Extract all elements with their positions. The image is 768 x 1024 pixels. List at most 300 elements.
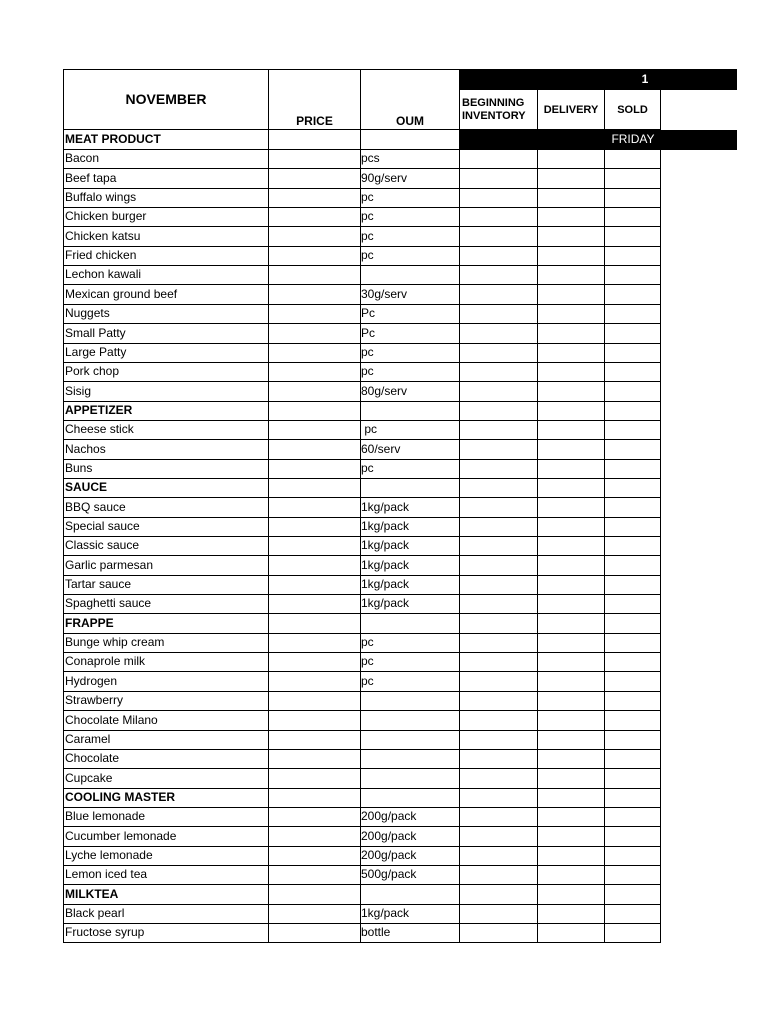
sold-cell: [605, 846, 661, 866]
beginning-inventory-cell: [460, 827, 538, 847]
oum-value: 200g/pack: [361, 809, 417, 824]
price-cell: [269, 711, 361, 731]
oum-cell: [361, 304, 460, 324]
sold-cell: [605, 459, 661, 479]
oum-cell: [361, 575, 460, 595]
oum-cell: [361, 556, 460, 576]
sold-cell: [605, 769, 661, 789]
item-name: Fructose syrup: [65, 925, 145, 940]
item-name: Large Patty: [65, 344, 127, 359]
price-cell: [269, 285, 361, 305]
oum-value: pc: [361, 190, 374, 205]
oum-cell: [361, 498, 460, 518]
delivery-cell: [538, 420, 605, 440]
item-name: Chocolate Milano: [65, 712, 158, 727]
oum-cell: [361, 207, 460, 227]
sold-cell: [605, 904, 661, 924]
item-name-cell: [63, 169, 269, 189]
delivery-cell: [538, 227, 605, 247]
item-name: Bacon: [65, 151, 100, 166]
price-cell: [269, 788, 361, 808]
price-cell: [269, 904, 361, 924]
item-name: Mexican ground beef: [65, 286, 178, 301]
item-name-cell: [63, 440, 269, 460]
price-cell: [269, 556, 361, 576]
beginning-inventory-cell: [460, 382, 538, 402]
oum-value: 200g/pack: [361, 828, 417, 843]
oum-value: pc: [361, 654, 374, 669]
beginning-inventory-cell: [460, 865, 538, 885]
oum-value: pc: [361, 422, 378, 437]
item-name: Nachos: [65, 441, 106, 456]
item-name: Bunge whip cream: [65, 635, 165, 650]
oum-value: pc: [361, 344, 374, 359]
item-name: Lechon kawali: [65, 267, 142, 282]
delivery-cell: [538, 440, 605, 460]
delivery-cell: [538, 633, 605, 653]
beginning-inventory-cell: [460, 169, 538, 189]
item-name-cell: [63, 711, 269, 731]
month-header-cell: [63, 69, 269, 130]
beginning-inventory-cell: [460, 362, 538, 382]
price-cell: [269, 420, 361, 440]
oum-value: 30g/serv: [361, 286, 408, 301]
oum-value: 1kg/pack: [361, 596, 410, 611]
oum-value: pc: [361, 209, 374, 224]
oum-cell: [361, 440, 460, 460]
price-cell: [269, 846, 361, 866]
price-cell: [269, 401, 361, 421]
beginning-inventory-cell: [460, 711, 538, 731]
sold-cell: [605, 478, 661, 498]
oum-value: 80g/serv: [361, 383, 408, 398]
beginning-inventory-cell: [460, 536, 538, 556]
oum-cell: [361, 188, 460, 208]
price-cell: [269, 749, 361, 769]
price-cell: [269, 362, 361, 382]
item-name-cell: [63, 672, 269, 692]
oum-value: 1kg/pack: [361, 906, 410, 920]
category-cell: [63, 478, 269, 498]
item-name-cell: [63, 633, 269, 653]
item-name-cell: [63, 285, 269, 305]
beginning-inventory-cell: [460, 672, 538, 692]
item-name-cell: [63, 807, 269, 827]
item-name-cell: [63, 575, 269, 595]
item-name: Caramel: [65, 731, 111, 746]
beginning-inventory-cell: [460, 420, 538, 440]
item-name-cell: [63, 149, 269, 169]
oum-cell: [361, 517, 460, 537]
delivery-cell: [538, 285, 605, 305]
sold-cell: [605, 420, 661, 440]
item-name-cell: [63, 207, 269, 227]
item-name-cell: [63, 324, 269, 344]
beginning-inventory-cell: [460, 478, 538, 498]
delivery-cell: [538, 169, 605, 189]
price-cell: [269, 207, 361, 227]
item-name: Chicken katsu: [65, 228, 141, 243]
delivery-cell: [538, 382, 605, 402]
price-cell: [269, 324, 361, 344]
item-name: Tartar sauce: [65, 577, 132, 592]
item-name: Pork chop: [65, 364, 120, 379]
item-name: Hydrogen: [65, 673, 118, 688]
delivery-cell: [538, 749, 605, 769]
sold-cell: [605, 633, 661, 653]
delivery-cell: [538, 730, 605, 750]
category-label: FRAPPE: [65, 615, 114, 630]
price-cell: [269, 633, 361, 653]
item-name: Small Patty: [65, 325, 126, 340]
price-cell: [269, 130, 361, 150]
item-name-cell: [63, 923, 269, 943]
item-name-cell: [63, 265, 269, 285]
oum-cell: [361, 478, 460, 498]
item-name: Spaghetti sauce: [65, 596, 152, 611]
price-cell: [269, 265, 361, 285]
oum-cell: [361, 343, 460, 363]
oum-cell: [361, 807, 460, 827]
oum-cell: [361, 749, 460, 769]
item-name: Cupcake: [65, 770, 113, 785]
sold-cell: [605, 672, 661, 692]
oum-cell: [361, 730, 460, 750]
price-cell: [269, 478, 361, 498]
beginning-inventory-cell: [460, 324, 538, 344]
beginning-inventory-cell: [460, 265, 538, 285]
price-cell: [269, 246, 361, 266]
oum-value: 1kg/pack: [361, 557, 410, 572]
item-name: Garlic parmesan: [65, 557, 154, 572]
oum-cell: [361, 594, 460, 614]
oum-cell: [361, 865, 460, 885]
beginning-inventory-cell: [460, 807, 538, 827]
item-name-cell: [63, 362, 269, 382]
item-name: Cheese stick: [65, 422, 134, 437]
sold-cell: [605, 440, 661, 460]
delivery-cell: [538, 304, 605, 324]
item-name: Sisig: [65, 383, 92, 398]
price-cell: [269, 227, 361, 247]
delivery-cell: [538, 517, 605, 537]
item-name-cell: [63, 691, 269, 711]
delivery-cell: [538, 498, 605, 518]
delivery-cell: [538, 343, 605, 363]
item-name-cell: [63, 904, 269, 924]
oum-value: pc: [361, 364, 374, 379]
item-name-cell: [63, 188, 269, 208]
delivery-cell: [538, 478, 605, 498]
item-name-cell: [63, 730, 269, 750]
delivery-cell: [538, 691, 605, 711]
item-name: Strawberry: [65, 693, 124, 708]
beginning-inventory-cell: [460, 556, 538, 576]
delivery-cell: [538, 536, 605, 556]
delivery-cell: [538, 556, 605, 576]
month-title: NOVEMBER: [125, 91, 207, 107]
price-cell: [269, 575, 361, 595]
oum-value: 500g/pack: [361, 867, 417, 882]
beginning-inventory-cell: [460, 691, 538, 711]
category-cell: [63, 614, 269, 634]
sold-cell: [605, 285, 661, 305]
oum-value: 200g/pack: [361, 847, 417, 862]
delivery-cell: [538, 594, 605, 614]
delivery-cell: [538, 149, 605, 169]
beginning-inventory-cell: [460, 769, 538, 789]
beginning-inventory-cell: [460, 498, 538, 518]
category-cell: [63, 788, 269, 808]
sold-cell: [605, 885, 661, 905]
item-name: Black pearl: [65, 906, 125, 920]
price-header-cell: [269, 69, 361, 130]
delivery-cell: [538, 362, 605, 382]
beginning-inventory-cell: [460, 846, 538, 866]
item-name-cell: [63, 304, 269, 324]
oum-cell: [361, 672, 460, 692]
oum-value: pc: [361, 248, 374, 263]
delivery-cell: [538, 807, 605, 827]
oum-cell: [361, 904, 460, 924]
beginning-inventory-cell: [460, 343, 538, 363]
price-cell: [269, 304, 361, 324]
oum-cell: [361, 169, 460, 189]
category-cell: [63, 401, 269, 421]
sold-cell: [605, 865, 661, 885]
oum-cell: [361, 827, 460, 847]
oum-cell: [361, 788, 460, 808]
delivery-cell: [538, 459, 605, 479]
oum-cell: [361, 324, 460, 344]
delivery-cell: [538, 885, 605, 905]
item-name-cell: [63, 246, 269, 266]
oum-value: 90g/serv: [361, 170, 408, 185]
sold-cell: [605, 691, 661, 711]
delivery-cell: [538, 769, 605, 789]
price-cell: [269, 149, 361, 169]
delivery-cell: [538, 265, 605, 285]
category-cell: [63, 885, 269, 905]
price-cell: [269, 498, 361, 518]
oum-cell: [361, 246, 460, 266]
sold-cell: [605, 498, 661, 518]
sold-cell: [605, 652, 661, 672]
oum-value: pcs: [361, 151, 380, 166]
sold-cell: [605, 246, 661, 266]
delivery-label: DELIVERY: [543, 104, 599, 116]
beginning-inventory-cell: [460, 633, 538, 653]
beginning-inventory-cell: [460, 652, 538, 672]
category-label: MILKTEA: [65, 886, 119, 901]
beginning-inventory-cell: [460, 459, 538, 479]
sold-cell: [605, 207, 661, 227]
oum-header-cell: [361, 69, 460, 130]
oum-cell: [361, 459, 460, 479]
price-cell: [269, 827, 361, 847]
sold-cell: [605, 304, 661, 324]
day-name-band: [460, 130, 737, 150]
sold-cell: [605, 536, 661, 556]
sold-cell: [605, 807, 661, 827]
delivery-cell: [538, 324, 605, 344]
item-name-cell: [63, 536, 269, 556]
price-header: PRICE: [296, 114, 333, 128]
item-name: Cucumber lemonade: [65, 828, 177, 843]
oum-cell: [361, 633, 460, 653]
beginning-inventory-cell: [460, 594, 538, 614]
price-cell: [269, 440, 361, 460]
oum-cell: [361, 614, 460, 634]
beginning-inventory-cell: [460, 227, 538, 247]
item-name-cell: [63, 498, 269, 518]
beginning-inventory-cell: [460, 517, 538, 537]
sold-cell: [605, 594, 661, 614]
category-label: APPETIZER: [65, 402, 133, 417]
oum-value: 1kg/pack: [361, 577, 410, 592]
beginning-inventory-cell: [460, 730, 538, 750]
oum-cell: [361, 401, 460, 421]
oum-value: pc: [361, 460, 374, 475]
delivery-cell: [538, 788, 605, 808]
oum-cell: [361, 711, 460, 731]
item-name-cell: [63, 556, 269, 576]
oum-value: Pc: [361, 325, 376, 340]
day-name: FRIDAY: [611, 132, 655, 146]
sold-cell: [605, 149, 661, 169]
day-number: 1: [641, 72, 649, 86]
item-name-cell: [63, 343, 269, 363]
sold-cell: [605, 265, 661, 285]
oum-cell: [361, 652, 460, 672]
item-name-cell: [63, 594, 269, 614]
item-name-cell: [63, 865, 269, 885]
oum-cell: [361, 769, 460, 789]
item-name-cell: [63, 517, 269, 537]
delivery-cell: [538, 401, 605, 421]
oum-cell: [361, 846, 460, 866]
beginning-inventory-header: [460, 90, 538, 130]
beginning-inventory-cell: [460, 788, 538, 808]
item-name: Classic sauce: [65, 538, 140, 553]
oum-cell: [361, 923, 460, 943]
category-cell: [63, 130, 269, 150]
delivery-cell: [538, 711, 605, 731]
oum-cell: [361, 691, 460, 711]
beginning-inventory-cell: [460, 188, 538, 208]
delivery-cell: [538, 246, 605, 266]
sold-header: [605, 90, 661, 130]
item-name: BBQ sauce: [65, 499, 126, 514]
price-cell: [269, 652, 361, 672]
item-name: Chocolate: [65, 751, 120, 766]
item-name-cell: [63, 846, 269, 866]
sold-cell: [605, 324, 661, 344]
item-name-cell: [63, 459, 269, 479]
item-name: Beef tapa: [65, 170, 117, 185]
beginning-inventory-cell: [460, 749, 538, 769]
delivery-cell: [538, 827, 605, 847]
price-cell: [269, 691, 361, 711]
sold-cell: [605, 614, 661, 634]
oum-cell: [361, 362, 460, 382]
price-cell: [269, 614, 361, 634]
price-cell: [269, 536, 361, 556]
sold-label: SOLD: [617, 104, 648, 116]
item-name: Buffalo wings: [65, 190, 137, 205]
sold-cell: [605, 227, 661, 247]
oum-value: Pc: [361, 306, 376, 321]
price-cell: [269, 343, 361, 363]
item-name: Blue lemonade: [65, 809, 146, 824]
delivery-cell: [538, 865, 605, 885]
oum-value: 1kg/pack: [361, 538, 410, 553]
sold-cell: [605, 188, 661, 208]
item-name-cell: [63, 382, 269, 402]
sold-cell: [605, 401, 661, 421]
price-cell: [269, 672, 361, 692]
delivery-header: [538, 90, 605, 130]
beginning-inventory-cell: [460, 285, 538, 305]
delivery-cell: [538, 575, 605, 595]
beginning-inventory-cell: [460, 401, 538, 421]
item-name: Chicken burger: [65, 209, 147, 224]
oum-value: pc: [361, 673, 374, 688]
delivery-cell: [538, 923, 605, 943]
oum-value: pc: [361, 228, 374, 243]
item-name-cell: [63, 749, 269, 769]
oum-cell: [361, 420, 460, 440]
price-cell: [269, 923, 361, 943]
price-cell: [269, 885, 361, 905]
beginning-inventory-cell: [460, 885, 538, 905]
category-label: MEAT PRODUCT: [65, 132, 161, 146]
beginning-inventory-cell: [460, 440, 538, 460]
item-name: Conaprole milk: [65, 654, 146, 669]
category-label: SAUCE: [65, 480, 108, 495]
price-cell: [269, 382, 361, 402]
oum-cell: [361, 227, 460, 247]
item-name-cell: [63, 769, 269, 789]
sold-cell: [605, 382, 661, 402]
price-cell: [269, 594, 361, 614]
price-cell: [269, 730, 361, 750]
delivery-cell: [538, 207, 605, 227]
oum-value: 60/serv: [361, 441, 401, 456]
price-cell: [269, 517, 361, 537]
item-name: Buns: [65, 460, 93, 475]
beginning-inventory-cell: [460, 304, 538, 324]
sold-cell: [605, 730, 661, 750]
beginning-inventory-cell: [460, 923, 538, 943]
sold-cell: [605, 923, 661, 943]
item-name-cell: [63, 652, 269, 672]
item-name: Nuggets: [65, 306, 110, 321]
item-name-cell: [63, 827, 269, 847]
oum-value: 1kg/pack: [361, 499, 410, 514]
category-label: COOLING MASTER: [65, 789, 175, 804]
price-cell: [269, 169, 361, 189]
beginning-inventory-cell: [460, 207, 538, 227]
beginning-inventory-cell: [460, 575, 538, 595]
sold-cell: [605, 362, 661, 382]
beginning-inventory-cell: [460, 904, 538, 924]
oum-cell: [361, 382, 460, 402]
oum-cell: [361, 285, 460, 305]
delivery-cell: [538, 904, 605, 924]
sold-cell: [605, 788, 661, 808]
oum-header: OUM: [396, 114, 424, 128]
